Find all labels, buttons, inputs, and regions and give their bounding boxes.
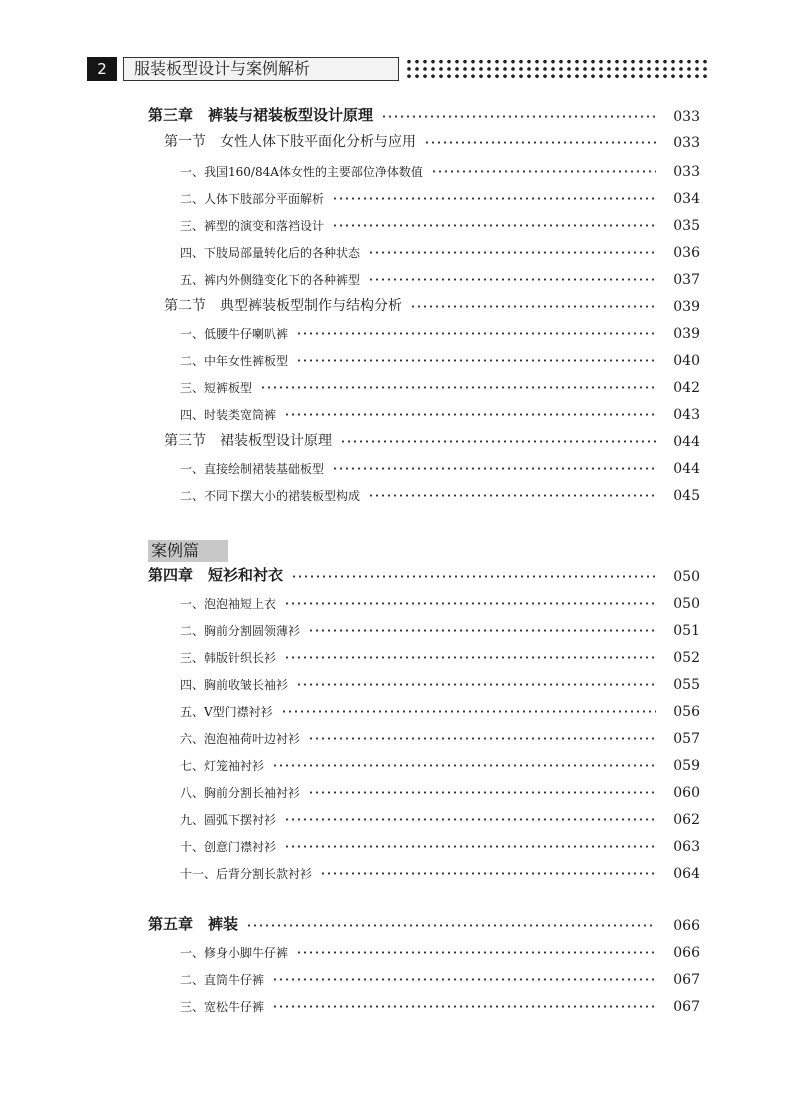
dot-leader	[281, 710, 656, 713]
decorative-dot-pattern	[405, 58, 707, 80]
dot-leader	[431, 170, 656, 173]
toc-entry-title: 二、人体下肢部分平面解析	[180, 192, 325, 206]
toc-entry-title: 二、中年女性裤板型	[180, 354, 289, 368]
toc-entry-title: 一、低腰牛仔喇叭裤	[180, 327, 289, 341]
dot-leader	[424, 141, 656, 144]
toc-page-number: 040	[673, 353, 700, 369]
dot-leader	[284, 656, 656, 659]
dot-leader	[272, 1005, 656, 1008]
dot-leader	[284, 818, 656, 821]
toc-page-number: 066	[673, 918, 700, 934]
toc-item[interactable]	[180, 239, 700, 261]
page-number: 2	[87, 57, 117, 81]
dot-leader	[340, 440, 656, 443]
toc-item[interactable]	[180, 752, 700, 774]
toc-entry-title: 三、韩版针织长衫	[180, 651, 277, 665]
toc-page-number: 057	[673, 731, 700, 747]
toc-entry-title: 一、直接绘制裙装基础板型	[180, 462, 325, 476]
dot-leader	[410, 305, 656, 308]
toc-section[interactable]	[164, 293, 700, 315]
toc-section[interactable]	[164, 428, 700, 450]
dot-leader	[272, 978, 656, 981]
toc-chapter[interactable]	[148, 103, 700, 125]
toc-entry-title: 二、胸前分割圆领薄衫	[180, 624, 301, 638]
toc-entry-title: 二、直筒牛仔裤	[180, 973, 265, 987]
toc-page-number: 035	[673, 218, 700, 234]
toc-page-number: 045	[673, 488, 700, 504]
toc-item[interactable]	[180, 212, 700, 234]
toc-page-number: 033	[673, 109, 700, 125]
dot-leader	[296, 683, 656, 686]
toc-page-number: 055	[673, 677, 700, 693]
toc-item[interactable]	[180, 401, 700, 423]
dot-leader	[296, 359, 656, 362]
running-header	[87, 57, 707, 81]
toc-entry-title: 第一节 女性人体下肢平面化分析与应用	[164, 134, 416, 150]
toc-entry-title: 一、泡泡袖短上衣	[180, 597, 277, 611]
toc-item[interactable]	[180, 725, 700, 747]
toc-item[interactable]	[180, 993, 700, 1015]
toc-item[interactable]	[180, 966, 700, 988]
toc-entry-title: 第四章 短衫和衬衣	[148, 566, 284, 584]
dot-leader	[308, 791, 656, 794]
toc-entry-title: 三、宽松牛仔裤	[180, 1000, 265, 1014]
toc-entry-title: 第二节 典型裤装板型制作与结构分析	[164, 298, 402, 314]
toc-entry-title: 第五章 裤装	[148, 915, 239, 933]
dot-leader	[284, 602, 656, 605]
toc-chapter[interactable]	[148, 563, 700, 585]
dot-leader	[272, 764, 656, 767]
dot-leader	[308, 629, 656, 632]
dot-leader	[368, 251, 656, 254]
toc-item[interactable]	[180, 374, 700, 396]
toc-item[interactable]	[180, 158, 700, 180]
toc-item[interactable]	[180, 266, 700, 288]
toc-item[interactable]	[180, 455, 700, 477]
dot-leader	[284, 413, 656, 416]
toc-entry-title: 八、胸前分割长袖衬衫	[180, 786, 301, 800]
dot-leader	[368, 278, 656, 281]
toc-entry-title: 二、不同下摆大小的裙装板型构成	[180, 489, 361, 503]
toc-page-number: 037	[673, 272, 700, 288]
toc-entry-title: 九、圆弧下摆衬衫	[180, 813, 277, 827]
toc-page-number: 039	[673, 326, 700, 342]
toc-page-number: 060	[673, 785, 700, 801]
toc-page-number: 033	[673, 135, 700, 151]
toc-item[interactable]	[180, 806, 700, 828]
toc-item[interactable]	[180, 590, 700, 612]
toc-page-number: 051	[673, 623, 700, 639]
dot-leader	[320, 872, 656, 875]
toc-item[interactable]	[180, 698, 700, 720]
toc-item[interactable]	[180, 939, 700, 961]
toc-item[interactable]	[180, 617, 700, 639]
toc-entry-title: 十、创意门襟衬衫	[180, 840, 277, 854]
dot-leader	[246, 924, 656, 927]
toc-page-number: 067	[673, 999, 700, 1015]
toc-section[interactable]	[164, 129, 700, 151]
dot-leader	[296, 951, 656, 954]
toc-page-number: 039	[673, 299, 700, 315]
toc-entry-title: 一、我国160/84A体女性的主要部位净体数值	[180, 165, 423, 179]
toc-entry-title: 七、灯笼袖衬衫	[180, 759, 265, 773]
toc-page-number: 050	[673, 596, 700, 612]
toc-entry-title: 五、V型门襟衬衫	[180, 705, 273, 719]
toc-entry-title: 三、裤型的演变和落裆设计	[180, 219, 325, 233]
toc-item[interactable]	[180, 347, 700, 369]
toc-page-number: 066	[673, 945, 700, 961]
dot-leader	[381, 115, 656, 118]
dot-leader	[260, 386, 656, 389]
toc-entry-title: 十一、后背分割长款衬衫	[180, 867, 313, 881]
toc-item[interactable]	[180, 779, 700, 801]
toc-page-number: 067	[673, 972, 700, 988]
toc-entry-title: 四、时装类宽筒裤	[180, 408, 277, 422]
toc-page-number: 042	[673, 380, 700, 396]
dot-leader	[332, 224, 656, 227]
toc-entry-title: 四、胸前收皱长袖衫	[180, 678, 289, 692]
dot-leader	[284, 845, 656, 848]
toc-page-number: 059	[673, 758, 700, 774]
toc-entry-title: 五、裤内外侧缝变化下的各种裤型	[180, 273, 361, 287]
toc-page-number: 043	[673, 407, 700, 423]
toc-page-number: 050	[673, 569, 700, 585]
toc-entry-title: 三、短裤板型	[180, 381, 253, 395]
toc-entry-title: 六、泡泡袖荷叶边衬衫	[180, 732, 301, 746]
dot-leader	[368, 494, 656, 497]
toc-item[interactable]	[180, 833, 700, 855]
toc-item[interactable]	[180, 644, 700, 666]
dot-leader	[332, 197, 656, 200]
toc-chapter[interactable]	[148, 912, 700, 934]
toc-page-number: 034	[673, 191, 700, 207]
toc-item[interactable]	[180, 860, 700, 882]
toc-page-number: 033	[673, 164, 700, 180]
toc-page-number: 064	[673, 866, 700, 882]
toc-entry-title: 四、下肢局部量转化后的各种状态	[180, 246, 361, 260]
part-heading: 案例篇	[148, 540, 228, 562]
dot-leader	[308, 737, 656, 740]
toc-entry-title: 一、修身小脚牛仔裤	[180, 946, 289, 960]
dot-leader	[291, 575, 656, 578]
toc-page-number: 062	[673, 812, 700, 828]
toc-entry-title: 第三节 裙装板型设计原理	[164, 433, 332, 449]
toc-page-number: 056	[673, 704, 700, 720]
toc-page-number: 044	[673, 461, 700, 477]
dot-leader	[332, 467, 656, 470]
toc-page-number: 044	[673, 434, 700, 450]
toc-item[interactable]	[180, 482, 700, 504]
toc-page-number: 036	[673, 245, 700, 261]
toc-page-number: 052	[673, 650, 700, 666]
toc-item[interactable]	[180, 671, 700, 693]
book-title: 服装板型设计与案例解析	[123, 57, 399, 81]
dot-leader	[296, 332, 656, 335]
toc-entry-title: 第三章 裤装与裙装板型设计原理	[148, 106, 374, 124]
toc-item[interactable]	[180, 185, 700, 207]
toc-page-number: 063	[673, 839, 700, 855]
toc-item[interactable]	[180, 320, 700, 342]
